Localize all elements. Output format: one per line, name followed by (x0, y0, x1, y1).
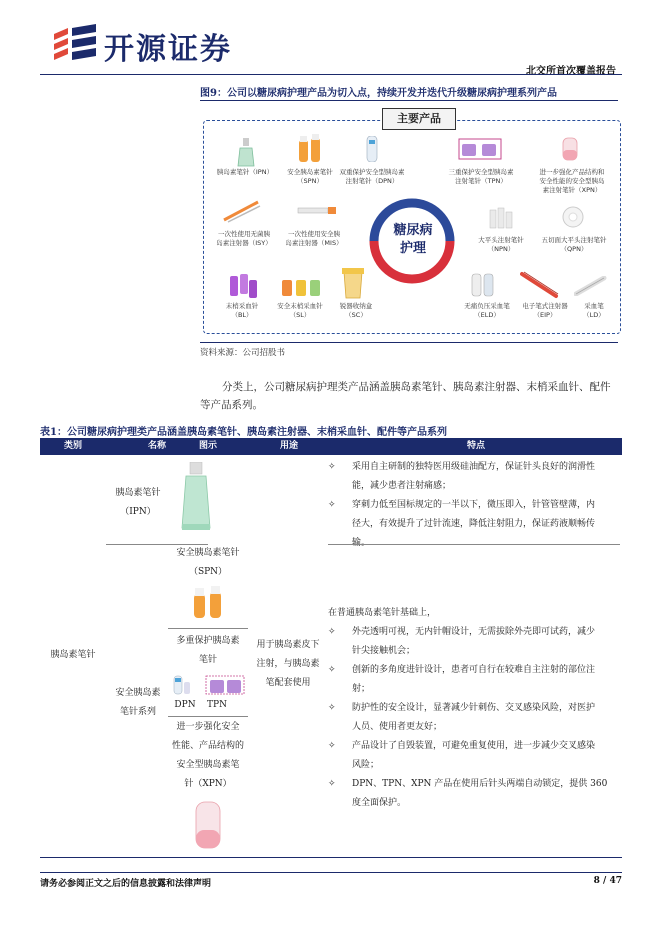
table-name-line: 针（XPN） (184, 779, 232, 789)
diamond-bullet-icon: ✧ (328, 462, 336, 472)
eip-injector-icon (520, 270, 560, 300)
product-label-line: 岛素注射器（MIS） (285, 239, 343, 247)
page-number: 8 / 47 (593, 876, 622, 886)
mis-syringe-icon (296, 202, 338, 218)
ld-lancing-device-icon (574, 276, 608, 296)
table-usage-line: 用于胰岛素皮下 (256, 640, 320, 650)
feature-item (328, 661, 620, 699)
feature-line: 射； (352, 684, 371, 694)
table-name-line: 多重保护胰岛素 (176, 636, 240, 646)
table-name-line: （SPN） (188, 567, 228, 577)
table-usage-cell (250, 636, 326, 693)
ipn-needle-icon (236, 138, 256, 168)
diamond-bullet-icon: ✧ (328, 500, 336, 510)
product-label-eld (452, 302, 522, 320)
npn-needle-icon (486, 204, 514, 232)
feature-line: 径大，有效提升了过针流速，降低注射阻力，保证药液顺畅传 (352, 519, 596, 529)
product-label-line: （LD） (583, 311, 605, 319)
product-label-line: 电子笔式注射器 (522, 302, 568, 310)
diamond-bullet-icon: ✧ (328, 627, 336, 637)
product-label-line: 注射笔针（DPN） (345, 177, 399, 185)
footer-disclaimer: 请务必参阅正文之后的信息披露和法律声明 (40, 879, 212, 889)
product-label-tpn (438, 168, 524, 186)
product-label-line: 素注射笔针（XPN） (542, 186, 602, 194)
table-name-line: 进一步强化安全 (176, 722, 240, 732)
row-divider (168, 628, 248, 629)
feature-item (328, 623, 620, 661)
header-divider (40, 74, 622, 75)
spn-product-image-icon (190, 586, 226, 622)
center-label (384, 222, 442, 258)
company-logo-icon (52, 24, 98, 60)
feature-intro: 在普通胰岛素笔针基础上， (328, 608, 437, 618)
product-label-line: （SL） (289, 311, 311, 319)
feature-item (328, 458, 620, 496)
feature-line: 输。 (352, 538, 371, 548)
dpn-needle-icon (364, 136, 380, 162)
center-label-line: 护理 (399, 241, 426, 256)
sl-lancet-icon (280, 276, 322, 298)
product-label-line: （SPN） (297, 177, 323, 185)
center-label-line: 糖尿病 (393, 223, 433, 238)
xpn-product-image-icon (190, 800, 226, 852)
product-label-line: （ELD） (474, 311, 500, 319)
product-label-line: 采血笔 (584, 302, 604, 310)
feature-line: 采用自主研制的独特医用级硅油配方，保证针头良好的润滑性 (352, 462, 596, 472)
company-name: 开源证券 (104, 32, 232, 67)
diamond-bullet-icon: ✧ (328, 741, 336, 751)
feature-line: 人员、使用者更友好； (352, 722, 443, 732)
row-divider (168, 716, 248, 717)
product-label-line: 五切面大平头注射笔针 (541, 236, 607, 244)
ipn-product-image-icon (176, 462, 216, 534)
product-label-xpn (530, 168, 614, 195)
table-row-safe-series-features (328, 604, 620, 813)
main-products-label: 主要产品 (382, 108, 456, 130)
product-label-line: 一次性使用无菌胰 (218, 230, 270, 238)
product-label-line: （EIP） (533, 311, 557, 319)
table-name-line: 性能、产品结构的 (171, 741, 244, 751)
table-name-line: 安全胰岛素 (115, 688, 161, 698)
feature-line: 产品设计了自毁装置，可避免重复使用，进一步减少交叉感染 (352, 741, 596, 751)
product-label-bl (212, 302, 272, 320)
table-name-line: 胰岛素笔针 (115, 488, 161, 498)
product-label-sc (328, 302, 384, 320)
image-label-tpn: TPN (207, 700, 227, 710)
table-usage-line: 注射，与胰岛素 (256, 659, 320, 669)
product-label-line: 末梢采血针 (225, 302, 259, 310)
table-name-line: （IPN） (120, 507, 156, 517)
product-label-eip (514, 302, 576, 320)
figure-caption-divider (200, 100, 618, 101)
feature-line: 穿刺力低至国标规定的一半以下，微压即入，针管管壁薄，内 (352, 500, 596, 510)
feature-item (328, 737, 620, 775)
product-label-line: （QPN） (560, 245, 588, 253)
table-bottom-divider (40, 857, 622, 858)
product-label-line: 大平头注射笔针 (478, 236, 524, 244)
product-label-line: 注射笔针（TPN） (455, 177, 507, 185)
table-sub-spn (168, 544, 248, 582)
spn-needle-icon (296, 134, 324, 166)
table-header-cell: 名称 (147, 441, 166, 451)
feature-line: 能，减少患者注射痛感； (352, 481, 452, 491)
product-label-line: 胰岛素笔针（IPN） (216, 168, 274, 176)
figure-source: 资料来源：公司招股书 (200, 348, 286, 358)
product-label-line: 双重保护安全型胰岛素 (339, 168, 405, 176)
product-label-dpn (330, 168, 414, 186)
product-label-ipn (210, 168, 280, 177)
product-label-npn (466, 236, 536, 254)
product-label-line: （SC） (345, 311, 367, 319)
footer-divider (40, 872, 622, 873)
feature-line: 度全面保护。 (352, 798, 407, 808)
image-label-dpn: DPN (174, 700, 196, 710)
table-name-line: 安全型胰岛素笔 (176, 760, 240, 770)
table-category-cell: 胰岛素笔针 (50, 650, 96, 660)
product-label-line: 三重保护安全型胰岛素 (448, 168, 514, 176)
table-row-ipn-features (328, 458, 620, 553)
table-caption: 表1：公司糖尿病护理类产品涵盖胰岛素笔针、胰岛素注射器、末梢采血针、配件等产品系列 (40, 427, 447, 438)
feature-item (328, 699, 620, 737)
source-divider (200, 342, 618, 343)
table-sub-xpn (168, 718, 248, 794)
table-row-safe-series-name (106, 684, 170, 722)
feature-line: 防护性的安全设计，显著减少针刺伤、交叉感染风险，对医护 (352, 703, 596, 713)
table-name-line: 笔针系列 (119, 707, 156, 717)
qpn-needle-icon (560, 204, 586, 230)
product-label-line: 岛素注射器（ISY） (216, 239, 272, 247)
feature-line: 外壳透明可视，无内针帽设计，无需拔除外壳即可试药，减少 (352, 627, 596, 637)
diamond-bullet-icon: ✧ (328, 779, 336, 789)
feature-item (328, 775, 620, 813)
table-header-cell: 特点 (466, 441, 485, 451)
diamond-bullet-icon: ✧ (328, 703, 336, 713)
table-header (40, 438, 622, 455)
product-label-line: （BL） (231, 311, 253, 319)
product-label-line: 无痛负压采血笔 (464, 302, 510, 310)
report-type: 北交所首次覆盖报告 (526, 66, 616, 77)
product-label-qpn (532, 236, 616, 254)
product-label-line: 锐器收纳盒 (339, 302, 373, 310)
figure-caption: 图9：公司以糖尿病护理产品为切入点，持续开发并迭代升级糖尿病护理系列产品 (200, 88, 557, 99)
table-usage-line: 笔配套使用 (265, 678, 311, 688)
feature-line: 针尖接触机会； (352, 646, 416, 656)
body-paragraph: 分类上，公司糖尿病护理类产品涵盖胰岛素笔针、胰岛素注射器、末梢采血针、配件等产品系列。 (200, 381, 611, 411)
table-header-cell: 类别 (63, 441, 82, 451)
table-name-line: 笔针 (198, 655, 217, 665)
product-label-line: 安全胰岛素笔针 (287, 168, 333, 176)
product-label-line: 安全末梢采血针 (277, 302, 323, 310)
feature-line: 创新的多角度进针设计，患者可自行在较难自主注射的部位注 (352, 665, 596, 675)
sc-container-icon (340, 266, 366, 300)
product-label-sl (268, 302, 332, 320)
product-label-isy (208, 230, 280, 248)
eld-lancing-pen-icon (470, 272, 498, 298)
table-row-ipn-name (106, 484, 170, 522)
xpn-needle-icon (560, 136, 580, 162)
product-label-ld (576, 302, 612, 320)
row-divider (328, 544, 620, 545)
product-label-line: （NPN） (487, 245, 515, 253)
tpn-needle-icon (458, 136, 502, 162)
table-header-cell: 用途 (279, 441, 298, 451)
table-sub-dtpn (168, 632, 248, 670)
feature-line: DPN、TPN、XPN 产品在使用后针头两端自动锁定，提供 360 (352, 779, 608, 789)
dpn-tpn-product-image-icon (170, 672, 246, 696)
table-name-line: 安全胰岛素笔针 (176, 548, 240, 558)
product-label-line: 一次性使用安全胰 (288, 230, 340, 238)
diamond-bullet-icon: ✧ (328, 665, 336, 675)
product-label-line: 进一步强化产品结构和 (539, 168, 605, 176)
table-header-cell: 图示 (198, 441, 217, 451)
feature-line: 风险； (352, 760, 380, 770)
bl-lancet-icon (228, 272, 258, 300)
product-label-mis (278, 230, 350, 248)
isy-syringe-icon (222, 198, 262, 224)
product-label-line: 安全性能的安全型胰岛 (539, 177, 605, 185)
